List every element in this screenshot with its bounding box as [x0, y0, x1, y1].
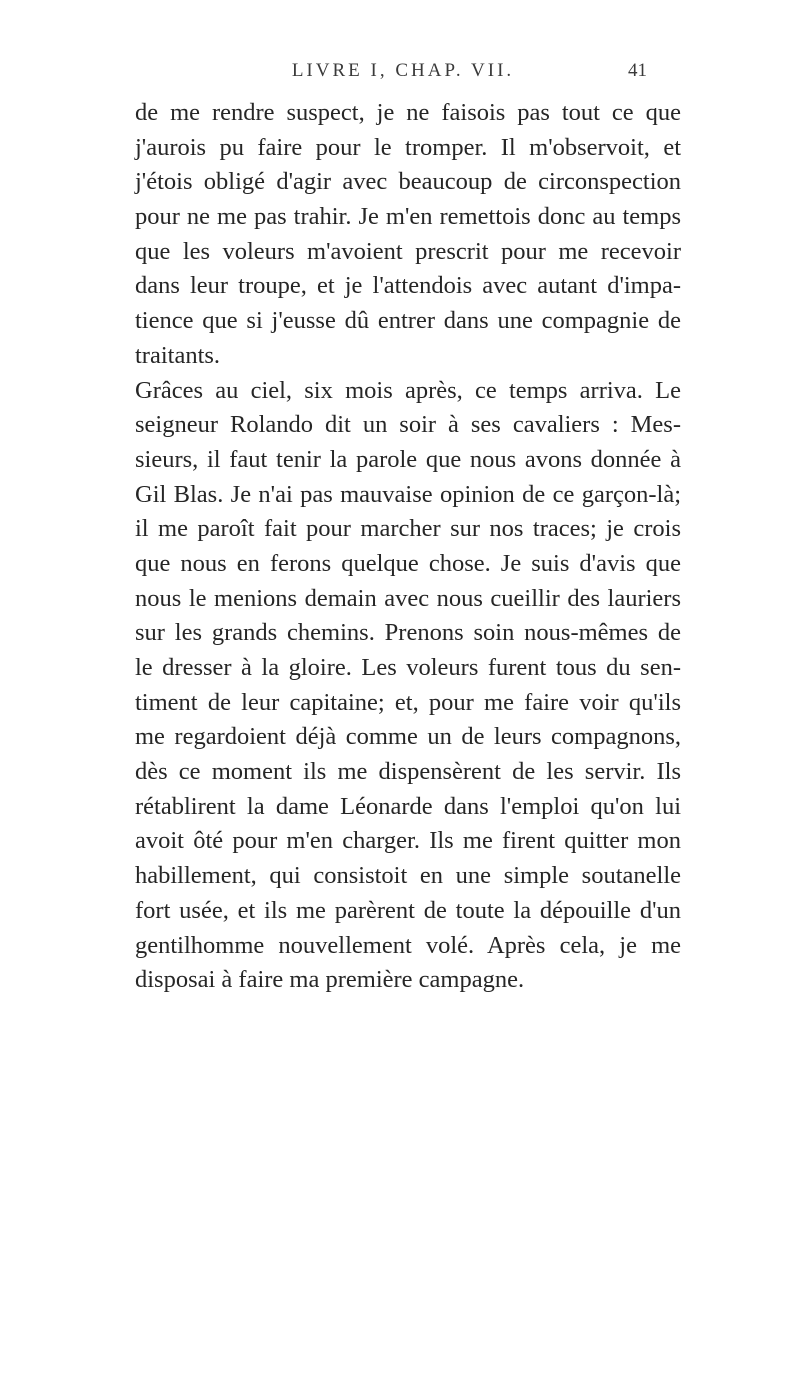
text-line: de me rendre suspect, je ne faisois pas tout ce que [135, 99, 681, 126]
text-line: j'étois obligé d'agir avec beaucoup de circonspection [135, 168, 681, 196]
text-line: tience que si j'eusse dû entrer dans une compagnie de [135, 307, 681, 335]
text-line: dans leur troupe, et je l'attendois avec autant d'impa- [135, 272, 681, 300]
text-line: Grâces au ciel, six mois après, ce temps arriva. Le [135, 376, 681, 404]
running-header [0, 60, 800, 94]
text-line: sieurs, il faut tenir la parole que nous avons donnée à [135, 445, 681, 473]
text-line: dès ce moment ils me dispensèrent de les servir. Ils [135, 758, 681, 786]
text-line: gentilhomme nouvellement volé. Après cela, je me [135, 931, 681, 959]
page-number: 41 [628, 60, 647, 81]
text-line: disposai à faire ma première campagne. [135, 966, 525, 994]
text-line: que nous en ferons quelque chose. Je suis d'avis que [135, 549, 681, 577]
text-line: seigneur Rolando dit un soir à ses cavaliers : Mes- [135, 411, 681, 439]
text-line: me regardoient déjà comme un de leurs compagnons, [135, 723, 681, 751]
text-line: le dresser à la gloire. Les voleurs furent tous du sen- [135, 654, 681, 681]
text-line: timent de leur capitaine; et, pour me faire voir qu'ils [135, 688, 681, 716]
body-text [135, 96, 681, 998]
text-line: rétablirent la dame Léonarde dans l'emploi qu'on lui [135, 792, 681, 820]
text-line: Gil Blas. Je n'ai pas mauvaise opinion de ce garçon-là; [135, 480, 681, 508]
text-line: pour ne me pas trahir. Je m'en remettois donc au temps [135, 203, 681, 231]
running-title: LIVRE I, CHAP. VII. [291, 60, 515, 81]
text-line: il me paroît fait pour marcher sur nos traces; je crois [135, 515, 681, 543]
text-line: fort usée, et ils me parèrent de toute la dépouille d'un [135, 896, 681, 924]
text-line: habillement, qui consistoit en une simple soutanelle [135, 862, 681, 890]
text-line: avoit ôté pour m'en charger. Ils me firent quitter mon [135, 827, 681, 855]
text-line: que les voleurs m'avoient prescrit pour me recevoir [135, 237, 681, 265]
text-line: j'aurois pu faire pour le tromper. Il m'observoit, et [135, 133, 681, 161]
text-line: nous le menions demain avec nous cueillir des lauriers [135, 584, 681, 612]
text-line: traitants. [135, 341, 221, 369]
text-line: sur les grands chemins. Prenons soin nous-mêmes de [135, 619, 681, 647]
